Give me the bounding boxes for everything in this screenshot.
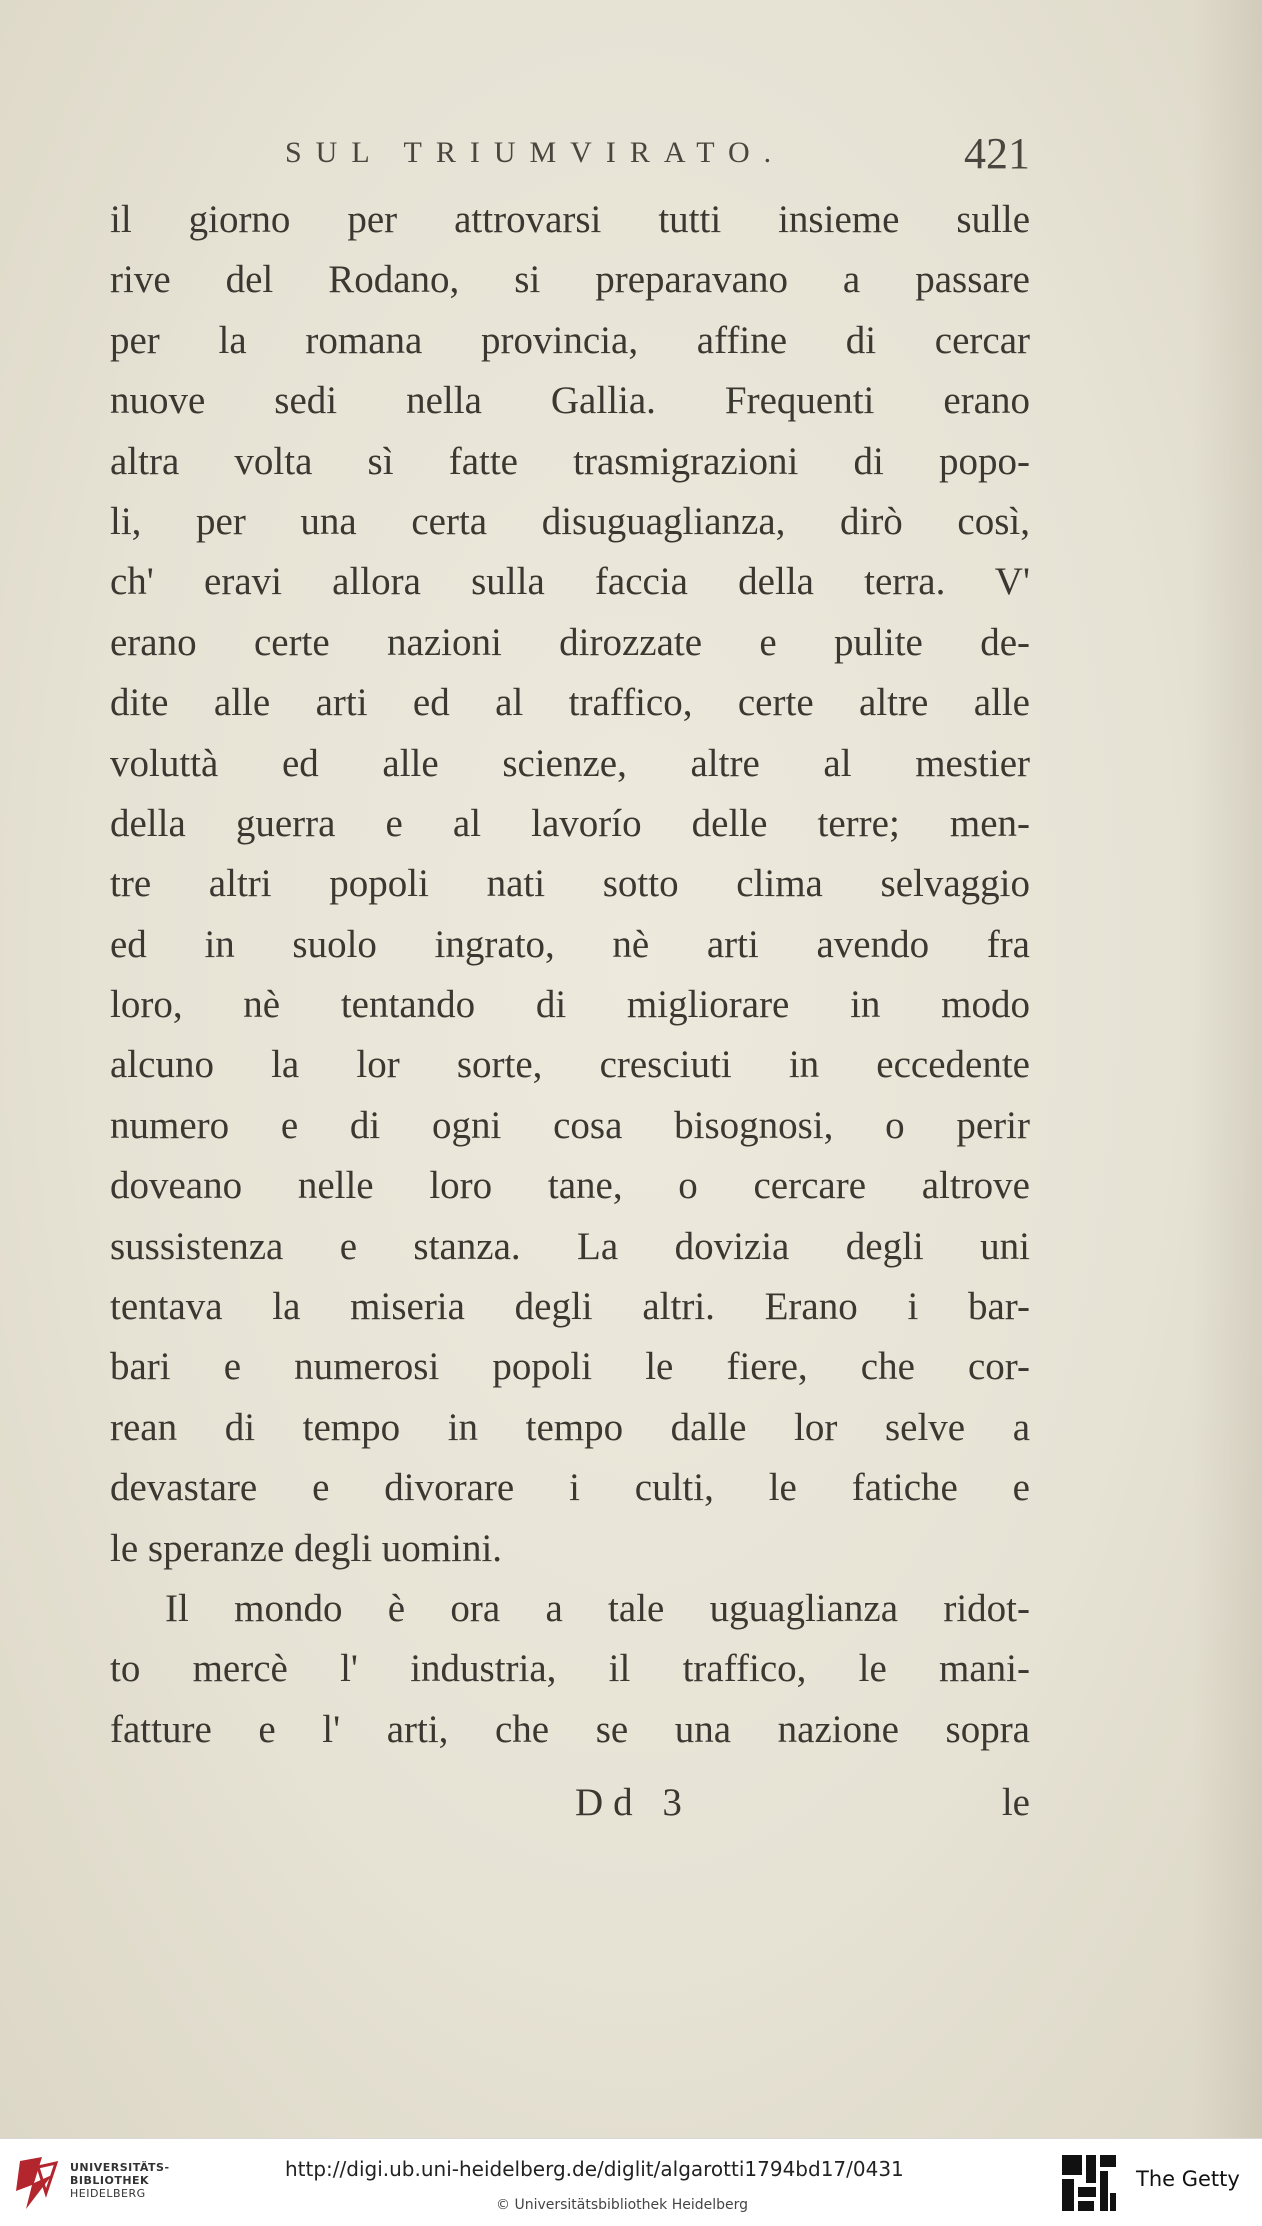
page-number: 421 — [964, 129, 1030, 178]
running-head-title: SUL TRIUMVIRATO. — [285, 136, 786, 169]
text-line: rean di tempo in tempo dalle lor selve a — [110, 1405, 1030, 1449]
running-head — [110, 128, 1030, 188]
text-line: dite alle arti ed al traffico, certe altre alle — [110, 681, 1030, 725]
heidelberg-library-logo-icon — [12, 2153, 62, 2213]
text-line: tentava la miseria degli altri. Erano i bar- — [110, 1285, 1030, 1329]
text-line-paragraph-start: Il mondo è ora a tale uguaglianza ridot- — [165, 1586, 1030, 1630]
partner-name: The Getty — [1136, 2167, 1240, 2191]
text-line: rive del Rodano, si preparavano a passare — [110, 258, 1030, 302]
text-line: bari e numerosi popoli le fiere, che cor- — [110, 1345, 1030, 1389]
body-text — [110, 190, 1030, 1760]
permalink-url[interactable]: http://digi.ub.uni-heidelberg.de/diglit/algarotti1794bd17/0431 — [285, 2157, 904, 2181]
text-line-paragraph-end: le speranze degli uomini. — [110, 1526, 503, 1570]
text-line: alcuno la lor sorte, cresciuti in eccedente — [110, 1043, 1030, 1087]
viewer-footer — [0, 2138, 1262, 2226]
text-line: altra volta sì fatte trasmigrazioni di popo- — [110, 439, 1030, 483]
catchword: le — [1001, 1781, 1030, 1824]
text-line: tre altri popoli nati sotto clima selvaggio — [110, 862, 1030, 906]
text-line: sussistenza e stanza. La dovizia degli uni — [110, 1224, 1030, 1268]
text-line: li, per una certa disuguaglianza, dirò così, — [110, 499, 1030, 543]
text-line: numero e di ogni cosa bisognosi, o perir — [110, 1103, 1030, 1147]
text-line: della guerra e al lavorío delle terre; men- — [110, 801, 1030, 845]
library-name — [70, 2161, 170, 2200]
copyright-notice: © Universitätsbibliothek Heidelberg — [496, 2197, 749, 2213]
text-line: erano certe nazioni dirozzate e pulite de- — [110, 620, 1030, 664]
text-line: per la romana provincia, affine di cercar — [110, 318, 1030, 362]
text-line: devastare e divorare i culti, le fatiche e — [110, 1466, 1030, 1510]
text-line: il giorno per attrovarsi tutti insieme sulle — [110, 198, 1030, 241]
library-name-line: HEIDELBERG — [70, 2187, 146, 2200]
text-line: voluttà ed alle scienze, altre al mestier — [110, 741, 1030, 785]
signature-mark: Dd 3 — [575, 1781, 692, 1824]
signature-row — [110, 1780, 1030, 1840]
library-name-line: UNIVERSITÄTS- — [70, 2161, 170, 2174]
text-line: ch' eravi allora sulla faccia della terra. V' — [110, 560, 1030, 604]
library-name-line: BIBLIOTHEK — [70, 2174, 150, 2187]
text-line: ed in suolo ingrato, nè arti avendo fra — [110, 922, 1030, 966]
text-line: doveano nelle loro tane, o cercare altrove — [110, 1164, 1030, 1208]
text-line: nuove sedi nella Gallia. Frequenti erano — [110, 379, 1030, 423]
text-line: to mercè l' industria, il traffico, le mani- — [110, 1647, 1030, 1691]
getty-logo-icon — [1060, 2153, 1118, 2215]
page-edge-shadow — [1192, 0, 1262, 2138]
text-line: fatture e l' arti, che se una nazione sopra — [110, 1707, 1030, 1751]
text-line: loro, nè tentando di migliorare in modo — [110, 983, 1030, 1027]
